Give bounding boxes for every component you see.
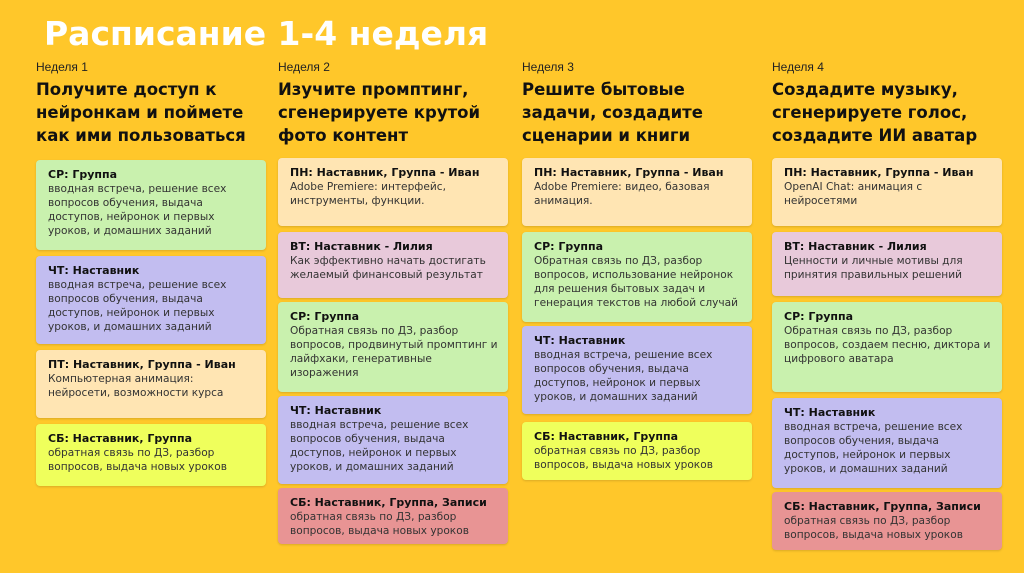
card-title: ЧТ: Наставник	[534, 334, 626, 347]
schedule-card	[36, 256, 266, 344]
schedule-card	[772, 492, 1002, 550]
week-heading: Решите бытовые задачи, создадите сценарии и книги	[522, 80, 703, 145]
schedule-card	[36, 424, 266, 486]
card-description: вводная встреча, решение всех вопросов обучения, выдача доступов, нейронок и первых уроков, и домашних заданий	[48, 183, 227, 237]
card-title: СР: Группа	[784, 310, 854, 323]
week-heading: Создадите музыку, сгенерируете голос, создадите ИИ аватар	[772, 80, 978, 145]
card-description: Adobe Premiere: видео, базовая анимация.	[534, 181, 710, 207]
card-description: обратная связь по ДЗ, разбор вопросов, выдача новых уроков	[290, 511, 469, 537]
schedule-card	[772, 232, 1002, 296]
schedule-card	[36, 350, 266, 418]
schedule-card	[772, 158, 1002, 226]
card-description: обратная связь по ДЗ, разбор вопросов, выдача новых уроков	[48, 447, 227, 473]
schedule-card	[522, 158, 752, 226]
card-description: вводная встреча, решение всех вопросов обучения, выдача доступов, нейронок и первых уроков, и домашних заданий	[48, 279, 227, 333]
card-title: СБ: Наставник, Группа, Записи	[784, 500, 981, 513]
card-description: Ценности и личные мотивы для принятия правильных решений	[784, 255, 963, 281]
card-description: Обратная связь по ДЗ, разбор вопросов, создаем песню, диктора и цифрового аватара	[784, 325, 991, 365]
card-title: СР: Группа	[534, 240, 604, 253]
schedule-card	[278, 396, 508, 484]
schedule-card	[772, 302, 1002, 392]
week-label: Неделя 4	[772, 60, 824, 74]
schedule-card	[278, 158, 508, 226]
card-description: обратная связь по ДЗ, разбор вопросов, выдача новых уроков	[534, 445, 713, 471]
schedule-card	[522, 326, 752, 414]
card-title: ПТ: Наставник, Группа - Иван	[48, 358, 236, 371]
card-title: ПН: Наставник, Группа - Иван	[534, 166, 724, 179]
schedule-card	[278, 302, 508, 392]
card-title: СБ: Наставник, Группа	[48, 432, 193, 445]
schedule-card	[522, 232, 752, 322]
card-description: Компьютерная анимация: нейросети, возможности курса	[48, 373, 224, 399]
week-heading: Получите доступ к нейронкам и поймете как ими пользоваться	[36, 80, 246, 145]
card-title: СР: Группа	[48, 168, 118, 181]
card-description: вводная встреча, решение всех вопросов обучения, выдача доступов, нейронок и первых уроков, и домашних заданий	[290, 419, 469, 473]
week-4-column	[772, 60, 1004, 541]
card-title: ВТ: Наставник - Лилия	[290, 240, 433, 253]
week-1-column	[36, 60, 268, 473]
schedule-card	[278, 232, 508, 298]
card-description: вводная встреча, решение всех вопросов обучения, выдача доступов, нейронок и первых уроков, и домашних заданий	[784, 421, 963, 475]
card-description: OpenAI Chat: анимация с нейросетями	[784, 181, 923, 207]
card-title: ПН: Наставник, Группа - Иван	[290, 166, 480, 179]
card-title: СР: Группа	[290, 310, 360, 323]
schedule-card	[36, 160, 266, 250]
week-3-column	[522, 60, 754, 471]
card-description: Обратная связь по ДЗ, разбор вопросов, продвинутый промптинг и лайфхаки, генеративные изоражения	[290, 325, 498, 379]
card-title: ПН: Наставник, Группа - Иван	[784, 166, 974, 179]
page-title: Расписание 1-4 неделя	[44, 14, 489, 53]
card-title: ЧТ: Наставник	[784, 406, 876, 419]
week-label: Неделя 3	[522, 60, 574, 74]
card-description: Обратная связь по ДЗ, разбор вопросов, использование нейронок для решения бытовых задач и генерация текстов на любой случай	[534, 255, 738, 309]
card-title: ВТ: Наставник - Лилия	[784, 240, 927, 253]
card-title: СБ: Наставник, Группа, Записи	[290, 496, 487, 509]
card-description: обратная связь по ДЗ, разбор вопросов, выдача новых уроков	[784, 515, 963, 541]
card-title: ЧТ: Наставник	[290, 404, 382, 417]
schedule-card	[772, 398, 1002, 488]
schedule-card	[278, 488, 508, 544]
week-label: Неделя 2	[278, 60, 330, 74]
card-description: Adobe Premiere: интерфейс, инструменты, функции.	[290, 181, 446, 207]
card-description: Как эффективно начать достигать желаемый финансовый результат	[290, 255, 486, 281]
card-description: вводная встреча, решение всех вопросов обучения, выдача доступов, нейронок и первых уроков, и домашних заданий	[534, 349, 713, 403]
week-heading: Изучите промптинг, сгенерируете крутой фото контент	[278, 80, 481, 145]
card-title: ЧТ: Наставник	[48, 264, 140, 277]
week-2-column	[278, 60, 510, 537]
week-label: Неделя 1	[36, 60, 88, 74]
card-title: СБ: Наставник, Группа	[534, 430, 679, 443]
schedule-card	[522, 422, 752, 480]
